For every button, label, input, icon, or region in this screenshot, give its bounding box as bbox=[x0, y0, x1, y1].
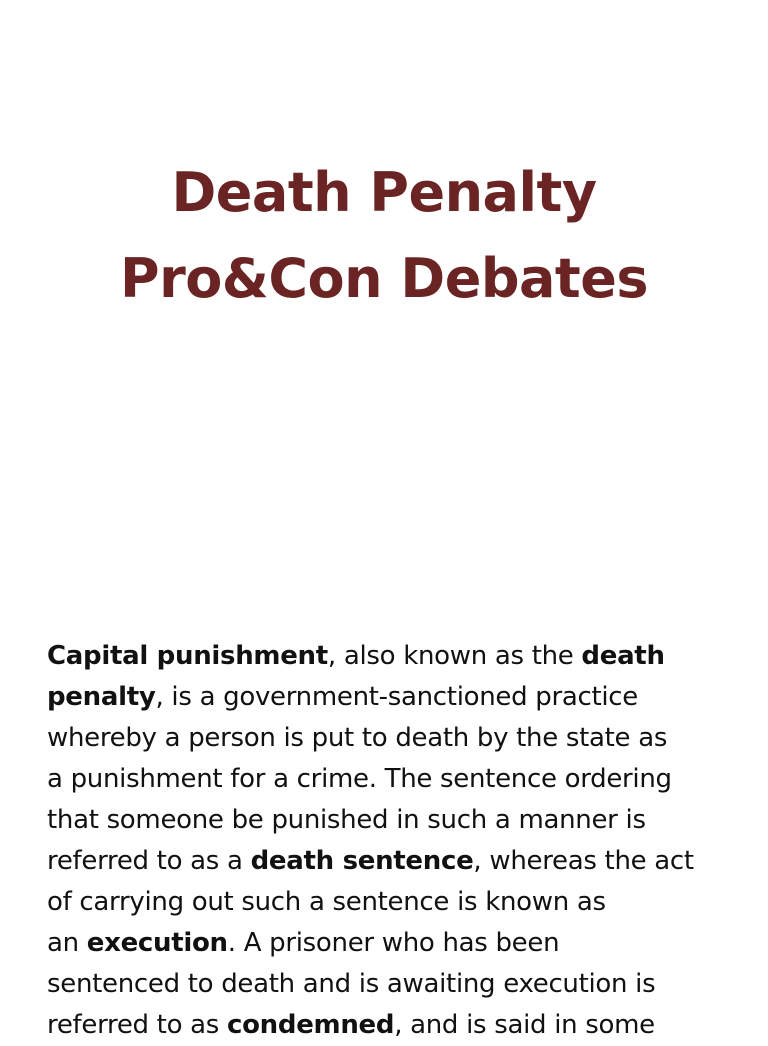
paragraph-line: sentenced to death and is awaiting execution is bbox=[47, 969, 656, 999]
paragraph-line bbox=[47, 677, 737, 718]
paragraph-line: that someone be punished in such a manner is bbox=[47, 805, 646, 835]
body-paragraph bbox=[47, 636, 737, 1046]
paragraph-text: , also known as the bbox=[327, 641, 582, 671]
paragraph-text: an bbox=[47, 928, 87, 958]
paragraph-text: . A prisoner who has been bbox=[227, 928, 560, 958]
paragraph-text: , is a government-sanctioned practice bbox=[155, 682, 638, 712]
page-title bbox=[0, 150, 768, 322]
bold-term: death bbox=[581, 641, 665, 671]
paragraph-line bbox=[47, 841, 737, 882]
paragraph-line: whereby a person is put to death by the state as bbox=[47, 723, 668, 753]
paragraph-text: , and is said in some bbox=[394, 1010, 655, 1040]
bold-term: execution bbox=[86, 928, 228, 958]
title-line-2: Pro&Con Debates bbox=[120, 247, 648, 310]
bold-term: penalty bbox=[47, 682, 156, 712]
bold-term: condemned bbox=[227, 1010, 395, 1040]
paragraph-line bbox=[47, 1005, 737, 1046]
bold-term: Capital punishment bbox=[47, 641, 328, 671]
paragraph-text: referred to as a bbox=[47, 846, 251, 876]
paragraph-line bbox=[47, 636, 737, 677]
paragraph-line bbox=[47, 923, 737, 964]
paragraph-line: a punishment for a crime. The sentence ordering bbox=[47, 764, 672, 794]
title-line-1: Death Penalty bbox=[171, 161, 597, 224]
paragraph-line: of carrying out such a sentence is known as bbox=[47, 887, 606, 917]
paragraph-text: , whereas the act bbox=[473, 846, 694, 876]
bold-term: death sentence bbox=[250, 846, 474, 876]
paragraph-text: referred to as bbox=[47, 1010, 227, 1040]
